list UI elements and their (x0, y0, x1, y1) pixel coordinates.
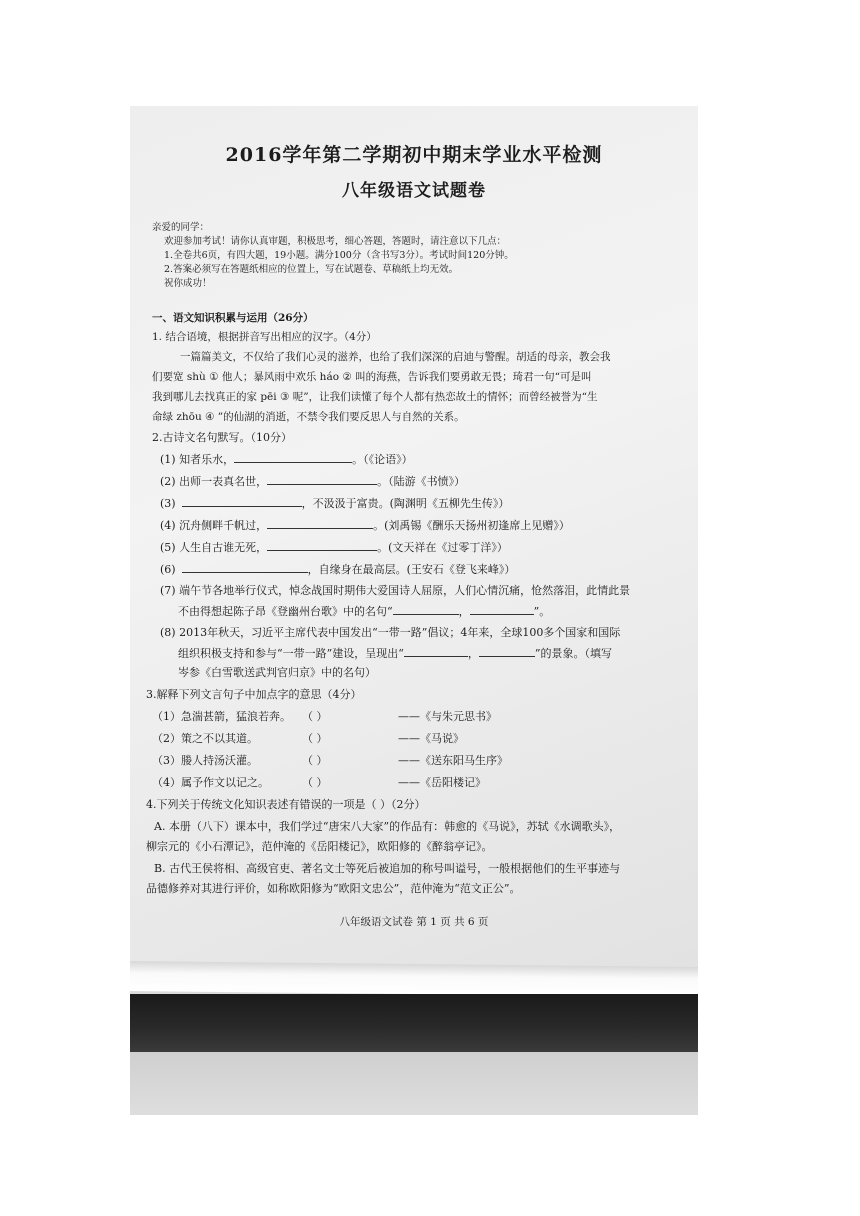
q4-option-b: B. 古代王侯将相、高级官吏、著名文士等死后被追加的称号叫谥号，一般根据他们的生平事迹与 (154, 862, 621, 875)
q3-row: （1）急湍甚箭，猛浪若奔。 （ ） ——《与朱元思书》 (152, 710, 497, 723)
page-footer: 八年级语文试卷 第 1 页 共 6 页 (339, 916, 489, 928)
q1-passage-line: 我到哪儿去找真正的家 pēi ③ 呢”，让我们读懂了每个人都有热恋故土的情怀；而曾经被誉为“生 (152, 391, 598, 403)
q3-row: （2）策之不以其道。 （ ） ——《马说》 (152, 732, 464, 745)
q2-stem: 2.古诗文名句默写。（10分） (152, 431, 292, 444)
background-surface (130, 1052, 698, 1115)
q2-item-3: (3) ，不汲汲于富贵。(陶渊明《五柳先生传》） (160, 497, 510, 510)
q2-item-4: (4) 沉舟侧畔千帆过， 。(刘禹锡《酬乐天扬州初逢席上见赠》） (160, 519, 570, 532)
q2-item-6: (6) ，自缘身在最高层。(王安石《登飞来峰》） (160, 563, 516, 576)
notice-item-1: 1.全卷共6页，有四大题，19小题。满分100分（含书写3分）。考试时间120分钟。 (164, 250, 514, 261)
q2-item-7-cont: 不由得想起陈子昂《登幽州台歌》中的名句“ ， ”。 (178, 605, 551, 618)
notice-welcome: 欢迎参加考试！请你认真审题，积极思考，细心答题，答题时，请注意以下几点： (164, 236, 507, 247)
notice-item-2: 2.答案必须写在答题纸相应的位置上，写在试题卷、草稿纸上均无效。 (164, 264, 459, 275)
notice-greeting: 亲爱的同学： (152, 222, 210, 233)
q2-item-8-note: 岑参《白雪歌送武判官归京》中的名句） (178, 666, 376, 679)
exam-title: 2016学年第二学期初中期末学业水平检测 (225, 144, 603, 166)
q2-item-8: (8) 2013年秋天，习近平主席代表中国发出“一带一路”倡议；4年来，全球100多个国家和国际 (160, 626, 621, 639)
q2-item-5: (5) 人生自古谁无死， 。(文天祥在《过零丁洋》） (160, 541, 508, 554)
sheet-edge (130, 961, 698, 997)
q1-passage-line: 命绿 zhōu ④ ”的仙湖的消逝，不禁令我们要反思人与自然的关系。 (152, 411, 465, 423)
q4-option-a-cont: 柳宗元的《小石潭记》，范仲淹的《岳阳楼记》，欧阳修的《醉翁亭记》。 (146, 840, 493, 853)
q1-stem: 1. 结合语境，根据拼音写出相应的汉字。（4分） (152, 331, 377, 343)
q1-passage-line: 们要宽 shù ① 他人；暴风雨中欢乐 háo ② 叫的海燕，告诉我们要勇敢无畏；琦君一句“可是叫 (152, 371, 592, 383)
photo-frame (130, 106, 698, 1115)
section-heading: 一、语文知识积累与运用（26分） (152, 312, 314, 324)
q3-row: （3）媵人持汤沃灌。 （ ） ——《送东阳马生序》 (152, 754, 508, 767)
q3-stem: 3.解释下列文言句子中加点字的意思（4分） (146, 688, 362, 701)
q1-passage-line: 一篇篇美文，不仅给了我们心灵的滋养，也给了我们深深的启迪与警醒。胡适的母亲，教会我 (180, 351, 611, 363)
q3-row: （4）属予作文以记之。 （ ） ——《岳阳楼记》 (152, 776, 486, 789)
q4-option-a: A. 本册（八下）课本中，我们学过“唐宋八大家”的作品有：韩愈的《马说》，苏轼《水调歌头》， (154, 820, 621, 833)
q2-item-2: (2) 出师一表真名世， 。（陆游《书愤》） (160, 475, 466, 488)
q2-item-1: (1) 知者乐水， 。（《论语》） (160, 453, 413, 466)
dark-background-band (130, 994, 698, 1052)
exam-subtitle: 八年级语文试题卷 (342, 181, 486, 201)
q4-stem: 4.下列关于传统文化知识表述有错误的一项是（ ）（2分） (146, 798, 426, 811)
exam-page (130, 106, 698, 971)
q2-item-7: (7) 端午节各地举行仪式，悼念战国时期伟大爱国诗人屈原，人们心情沉痛，怆然落泪，此情此景 (160, 584, 631, 597)
notice-wish: 祝你成功！ (164, 278, 212, 289)
q4-option-b-cont: 品德修养对其进行评价，如称欧阳修为“欧阳文忠公”，范仲淹为“范文正公”。 (146, 882, 521, 895)
q2-item-8-cont: 组织积极支持和参与“一带一路”建设，呈现出“ ， ”的景象。（填写 (178, 647, 612, 660)
